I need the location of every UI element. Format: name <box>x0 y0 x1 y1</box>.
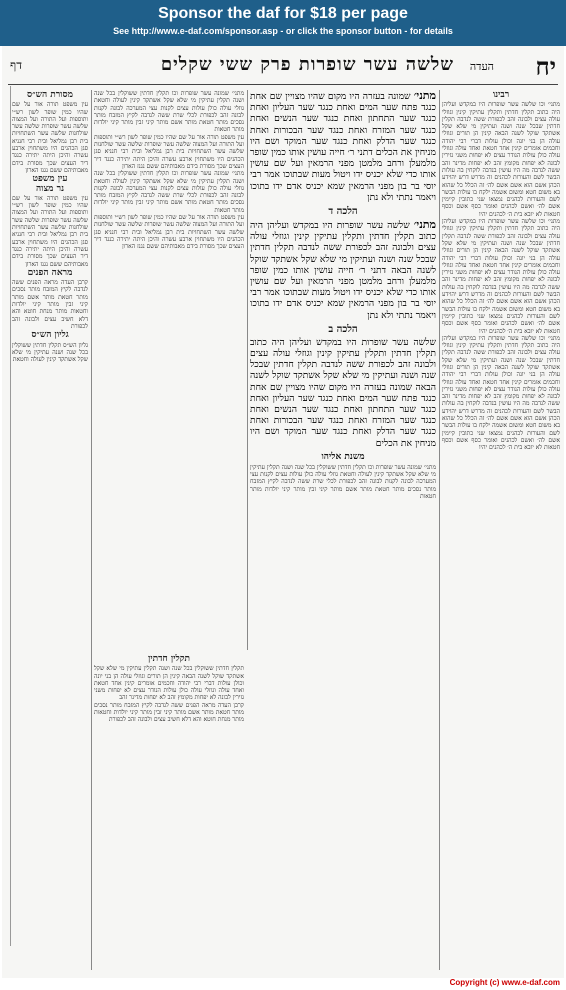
main-middle-text-2: דתני ר׳ חייה עושין אותו כמין שופר מלמעלן ורחב מלמטן מפני הרמאין ועל שם עושין אותו כדי שלא יכניס ידו ויטול מעות שבתוכו אמר רבי יוסי בר בון מפני הרמאין שמא יכניס אדם ידו בתוכו ויאמר נתתי ולא נתן <box>250 264 436 321</box>
main-upper-text-2: שמונה בעזרה היו מקום שהיו מצויין שם אחת כנגד פתח שער המים ואחת כנגד שער העליון ואחת כנגד שער התחתון ואחת כנגד שער הנשים ואחת כנגד שער המזרח ואחת כנגד שער הבכורות ואחת כנגד שער הדלק ואחת כנגד שער המוקד ושם היו מניחין את הכלים <box>250 381 436 449</box>
section-heading-1: הלכה ד <box>328 206 358 218</box>
center-commentary-text-4: עין משפט תורה אור על שם שהיו כמין שופר לשון רש״י ותוספות ועל התורה ועל המצוה שלשה עשר שופרות שלשה עשר שולחנות שלשה עשר השתחויות בית רבן גמליאל ובית רבי חנניא סגן הכהנים היו משתחוין ארבע עשרה והיכן היתה יתירה כנגד דיר העצים שכך מסורת בידם מאבותיהם ששם נגנז הארון <box>94 214 244 251</box>
right-commentary-title: רבינו <box>492 90 510 100</box>
main-lower-text: שלשה עשר שופרות היו במקדש ועליהן היה כתוב תקלין חדתין ותקלין עתיקין קינין וגוזלי עולה עצים ולבונה זהב לכפורת ששה לנדבה תקלין חדתין שבכל שנה ושנה ועתיקין מי שלא שקל אשתקד שוקל לשנה הבאה <box>250 220 436 276</box>
sponsor-banner[interactable] <box>0 0 566 46</box>
banner-subline[interactable]: See http://www.e-daf.com/sponsor.asp - or click the sponsor button - for details <box>113 26 453 36</box>
main-upper-text: שמונה בעזרה היו מקום שהיו מצויין שם אחת כנגד פתח שער המים ואחת כנגד שער העליון ואחת כנגד שער התחתון ואחת כנגד שער הנשים ואחת כנגד שער המזרח ואחת כנגד שער הבכורות ואחת כנגד שער הדלק ואחת כנגד שער המוקד ושם היו מניחין את הכלים <box>250 91 436 159</box>
column-divider-center <box>247 90 248 650</box>
left-margin-text-4: גליון הש״ס תקלין חדתין ששוקלין בכל שנה ושנה עתיקין מי שלא שקל אשתקד קינין לעולה וחטאת <box>12 341 88 364</box>
talmud-page <box>2 46 564 978</box>
margin-label-4: גליון הש״ס <box>31 330 69 341</box>
main-lead-word: מתני׳ <box>413 90 436 102</box>
left-margin-text-2: עין משפט תורה אור על שם שהיו כמין שופר לשון רש״י ותוספות ועל התורה ועל המצוה שלשה עשר שופרות שלשה עשר שולחנות שלשה עשר השתחויות בית רבן גמליאל ובית רבי חנניא סגן הכהנים היו משתחוין ארבע עשרה והיכן היתה יתירה כנגד דיר העצים שכך מסורת בידם מאבותיהם ששם נגנז הארון <box>12 194 88 268</box>
bottom-commentary-text-2: קרבן העדה מראה הפנים ששה לנדבה לקיץ המזבח מותר נסכים מותר חטאת מותר אשם מותר קיני זבין מותר קיני יולדות וחטאות מותר מנחת חוטא והא דלא חשיב עצים ולבונה זהב לכפורת <box>94 701 244 724</box>
mishnah-label: משנת אליהו <box>321 451 365 462</box>
center-lead-word: מתני׳ <box>413 218 436 232</box>
main-lower-text-2: שלשה עשר שופרות היו במקדש ועליהן היה כתוב תקלין חדתין ותקלין עתיקין קינין וגוזלי עולה עצים ולבונה זהב לכפורת ששה לנדבה תקלין חדתין שבכל שנה ושנה ועתיקין מי שלא שקל אשתקד שוקל לשנה הבאה <box>250 336 436 393</box>
bottom-box-label: תקלין חדתין <box>147 654 191 664</box>
page-header <box>2 52 564 86</box>
main-text <box>250 90 436 970</box>
left-ornament <box>4 86 11 946</box>
left-margin-text-1: עין משפט תורה אור על שם שהיו כמין שופר לשון רש״י ותוספות ועל התורה ועל המצוה שלשה עשר שופרות שלשה עשר שולחנות שלשה עשר השתחויות בית רבן גמליאל ובית רבי חנניא סגן הכהנים היו משתחוין ארבע עשרה והיכן היתה יתירה כנגד דיר העצים שכך מסורת בידם מאבותיהם ששם נגנז הארון <box>12 101 88 174</box>
folio-number: יח <box>535 52 556 81</box>
copyright-link[interactable]: Copyright (c) www.e-daf.com <box>449 978 560 987</box>
column-divider-right <box>439 90 440 970</box>
column-divider-left <box>91 90 92 970</box>
margin-label-3: מסורת הש״ס <box>27 90 73 100</box>
header-rule <box>8 84 558 85</box>
header-amud: העדה <box>469 60 494 73</box>
left-margin-text-3: קרבן העדה מראה הפנים ששה לנדבה לקיץ המזבח מותר נסכים מותר חטאת מותר אשם מותר קיני זבין מותר קיני יולדות וחטאות מותר מנחת חוטא והא דלא חשיב עצים ולבונה זהב לכפורת <box>12 279 88 330</box>
main-middle-text: דתני ר׳ חייה עושין אותו כמין שופר מלמעלן ורחב מלמטן מפני הרמאין ועל שם עושין אותו כדי שלא יכניס ידו ויטול מעות שבתוכו אמר רבי יוסי בר בון מפני הרמאין שמא יכניס אדם ידו בתוכו ויאמר נתתי ולא נתן <box>250 147 436 203</box>
margin-label-2: נר מצוה <box>35 183 64 194</box>
banner-headline[interactable]: Sponsor the daf for $18 per page <box>158 5 408 22</box>
center-commentary-text-3: מתני׳ שמונה עשר שופרות וכו תקלין חדתין ששוקלין בכל שנה ושנה תקלין עתיקין מי שלא שקל אשתקד קינין לעולה וחטאת גוזלי עולה כולן עולות עצים לקנות עצי המערכה לבונה לקנות לבונה זהב לכפורת לכלי שרת ששה לנדבה לקיץ המזבח מותר נסכים מותר חטאת מותר אשם מותר קיני זבין מותר קיני יולדות מותר חטאות <box>94 170 244 214</box>
bottom-commentary-text: תקלין חדתין ששוקלין בכל שנה ושנה תקלין עתיקין מי שלא שקל אשתקד שוקל לשנה הבאה קינין הן תורים וגוזלי עולה הן בני יונה וכולן עולות דברי רבי יהודה וחכמים אומרים קינין אחד חטאת ואחד עולה וגוזלי עולה כולן עולות הנודר עצים לא יפחות משני גזירין לבונה לא יפחות מקומץ זהב לא יפחות מדינר זהב <box>94 665 244 702</box>
margin-label-1: עין משפט <box>32 174 68 185</box>
chapter-title: שלשה עשר שופרות פרק ששי שקלים <box>160 54 454 75</box>
mishnah-text: מתני׳ שמונה עשר שופרות וכו תקלין חדתין ששוקלין בכל שנה ושנה תקלין עתיקין מי שלא שקל אשתקד קינין לעולה וחטאת גוזלי עולה כולן עולות עצים לקנות עצי המערכה לבונה לקנות לבונה זהב לכפורת לכלי שרת ששה לנדבה לקיץ המזבח מותר נסכים מותר חטאת מותר אשם מותר קיני זבין מותר קיני יולדות מותר חטאות <box>250 463 436 501</box>
center-commentary-text-2: עין משפט תורה אור על שם שהיו כמין שופר לשון רש״י ותוספות ועל התורה ועל המצוה שלשה עשר שופרות שלשה עשר שולחנות שלשה עשר השתחויות בית רבן גמליאל ובית רבי חנניא סגן הכהנים היו משתחוין ארבע עשרה והיכן היתה יתירה כנגד דיר העצים שכך מסורת בידם מאבותיהם ששם נגנז הארון <box>94 133 244 170</box>
section-heading-2: הלכה ב <box>328 323 358 335</box>
margin-label-5: מראה הפנים <box>27 267 73 278</box>
center-commentary <box>94 90 244 650</box>
right-commentary-text-3: מתני׳ וכו שלשה עשר שופרות היו במקדש ועליהן היה כתוב תקלין חדתין ותקלין עתיקין קינין וגוזלי עולה עצים ולבונה זהב לכפורת ששה לנדבה תקלין חדתין שבכל שנה ושנה ועתיקין מי שלא שקל אשתקד שוקל לשנה הבאה קינין הן תורים וגוזלי עולה הן בני יונה וכולן עולות דברי רבי יהודה וחכמים אומרים קינין אחד חטאת ואחד עולה וגוזלי עולה כולן עולות הנודר עצים לא יפחות משני גזירין לבונה לא יפחות מקומץ זהב לא יפחות מדינר זהב ששה לנדבה מה היו עושין בנדבה לוקחין בה עולות הבשר לשם והעורות לכהנים זה מדרש דרש יהוידע הכהן אשם הוא אשם אשם לה׳ זה הכלל כל שהוא בא משום חטא ומשום אשמה ילקח בו עולות הבשר לשם והעורות לכהנים נמצאו שני כתובין קיימין אשם לה׳ ואשם לכהנים ואומר כסף אשם וכסף חטאות לא יובא בית ה׳ לכהנים יהיו <box>442 334 560 452</box>
center-commentary-text: מתני׳ שמונה עשר שופרות וכו תקלין חדתין ששוקלין בכל שנה ושנה תקלין עתיקין מי שלא שקל אשתקד קינין לעולה וחטאת גוזלי עולה כולן עולות עצים לקנות עצי המערכה לבונה לקנות לבונה זהב לכפורת לכלי שרת ששה לנדבה לקיץ המזבח מותר נסכים מותר חטאת מותר אשם מותר קיני זבין מותר קיני יולדות מותר חטאות <box>94 90 244 134</box>
right-commentary-text: מתני׳ וכו שלשה עשר שופרות היו במקדש ועליהן היה כתוב תקלין חדתין ותקלין עתיקין קינין וגוזלי עולה עצים ולבונה זהב לכפורת ששה לנדבה תקלין חדתין שבכל שנה ושנה ועתיקין מי שלא שקל אשתקד שוקל לשנה הבאה קינין הן תורים וגוזלי עולה הן בני יונה וכולן עולות דברי רבי יהודה וחכמים אומרים קינין אחד חטאת ואחד עולה וגוזלי עולה כולן עולות הנודר עצים לא יפחות משני גזירין לבונה לא יפחות מקומץ זהב לא יפחות מדינר זהב ששה לנדבה מה היו עושין בנדבה לוקחין בה עולות הבשר לשם והעורות לכהנים זה מדרש דרש יהוידע הכהן אשם הוא אשם אשם לה׳ זה הכלל כל שהוא בא משום חטא ומשום אשמה ילקח בו עולות הבשר לשם והעורות לכהנים נמצאו שני כתובין קיימין אשם לה׳ ואשם לכהנים ואומר כסף אשם וכסף חטאות לא יובא בית ה׳ לכהנים יהיו <box>442 101 560 218</box>
bottom-commentary <box>94 654 244 970</box>
right-commentary-text-2: מתני׳ וכו שלשה עשר שופרות היו במקדש ועליהן היה כתוב תקלין חדתין ותקלין עתיקין קינין וגוזלי עולה עצים ולבונה זהב לכפורת ששה לנדבה תקלין חדתין שבכל שנה ושנה ועתיקין מי שלא שקל אשתקד שוקל לשנה הבאה קינין הן תורים וגוזלי עולה הן בני יונה וכולן עולות דברי רבי יהודה וחכמים אומרים קינין אחד חטאת ואחד עולה וגוזלי עולה כולן עולות הנודר עצים לא יפחות משני גזירין לבונה לא יפחות מקומץ זהב לא יפחות מדינר זהב ששה לנדבה מה היו עושין בנדבה לוקחין בה עולות הבשר לשם והעורות לכהנים זה מדרש דרש יהוידע הכהן אשם הוא אשם אשם לה׳ זה הכלל כל שהוא בא משום חטא ומשום אשמה ילקח בו עולות הבשר לשם והעורות לכהנים נמצאו שני כתובין קיימין אשם לה׳ ואשם לכהנים ואומר כסף אשם וכסף חטאות לא יובא בית ה׳ לכהנים יהיו <box>442 218 560 335</box>
left-margin <box>12 90 88 970</box>
right-commentary <box>442 90 560 970</box>
header-kind: דף <box>10 58 22 72</box>
